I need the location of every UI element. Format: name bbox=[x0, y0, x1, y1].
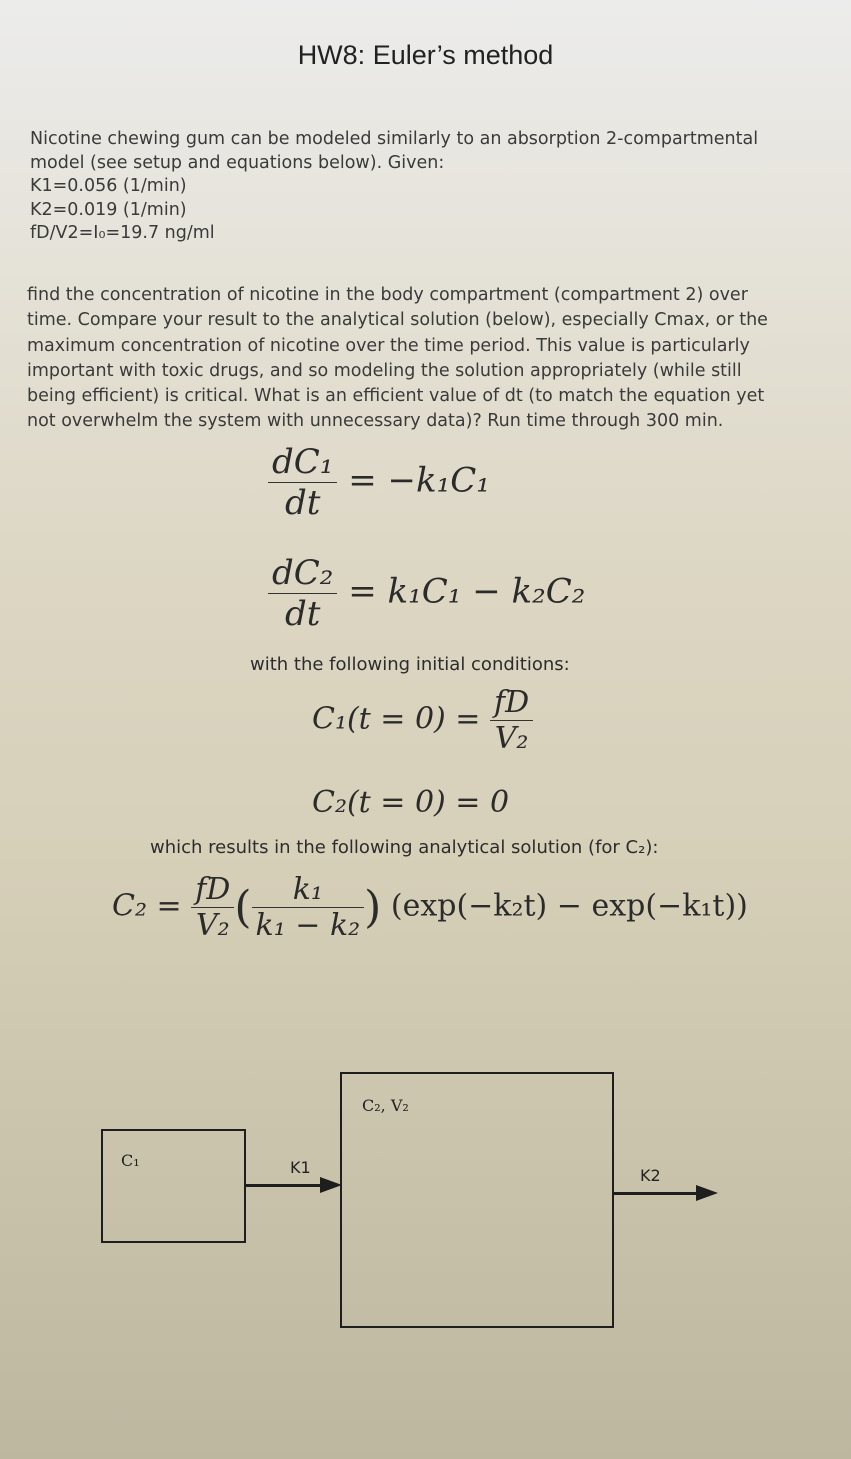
task-line: being efficient) is critical. What is an efficient value of dt (to match the equation yet bbox=[27, 386, 765, 407]
initial-conditions-label: with the following initial conditions: bbox=[250, 654, 570, 675]
task-line: important with toxic drugs, and so modeling the solution appropriately (while still bbox=[27, 360, 742, 381]
equation-rhs: = k₁C₁ − k₂C₂ bbox=[348, 571, 586, 612]
page-title: HW8: Euler’s method bbox=[297, 40, 554, 70]
intro-line: Nicotine chewing gum can be modeled similarly to an absorption 2-compartmental bbox=[30, 129, 759, 149]
fraction bbox=[252, 872, 365, 943]
fraction-denominator: k₁ − k₂ bbox=[255, 908, 361, 943]
ic1-lhs: C₁(t = 0) = bbox=[312, 701, 481, 737]
compartment-1-label: C₁ bbox=[121, 1151, 140, 1170]
k1-arrow-head-icon bbox=[320, 1177, 342, 1193]
fraction bbox=[490, 685, 533, 756]
fraction-numerator: dC₁ bbox=[272, 442, 334, 482]
fraction bbox=[268, 553, 337, 634]
task-line: maximum concentration of nicotine over the time period. This value is particularly bbox=[27, 335, 750, 356]
solution-label: which results in the following analytical solution (for C₂): bbox=[150, 837, 659, 858]
task-line: find the concentration of nicotine in the body compartment (compartment 2) over bbox=[27, 285, 748, 305]
k2-arrow-head-icon bbox=[696, 1185, 718, 1201]
fraction bbox=[191, 872, 234, 943]
given-k2: K2=0.019 (1/min) bbox=[30, 199, 187, 220]
solution-rhs: (exp(−k₂t) − exp(−k₁t)) bbox=[390, 888, 748, 924]
compartment-1-box bbox=[101, 1129, 246, 1243]
fraction-denominator: dt bbox=[284, 594, 321, 634]
fraction bbox=[268, 442, 337, 523]
k2-arrow-line bbox=[614, 1192, 698, 1195]
fraction-numerator: fD bbox=[195, 872, 231, 907]
solution-lhs: C₂ = bbox=[112, 888, 182, 924]
initial-condition-c2: C₂(t = 0) = 0 bbox=[312, 785, 510, 820]
compartment-2-label: C₂, V₂ bbox=[362, 1096, 409, 1115]
given-k1: K1=0.056 (1/min) bbox=[30, 176, 187, 196]
initial-condition-c1 bbox=[312, 685, 533, 756]
fraction-denominator: dt bbox=[284, 483, 321, 523]
k1-label: K1 bbox=[290, 1158, 311, 1177]
open-paren: ( bbox=[234, 882, 252, 933]
task-paragraph bbox=[27, 283, 817, 435]
equation-dc2 bbox=[268, 553, 585, 634]
task-line: time. Compare your result to the analytical solution (below), especially Cmax, or the bbox=[27, 310, 768, 331]
fraction-numerator: k₁ bbox=[292, 872, 323, 907]
intro-line: model (see setup and equations below). Given: bbox=[30, 152, 445, 173]
fraction-numerator: dC₂ bbox=[272, 553, 334, 593]
close-paren: ) bbox=[364, 882, 382, 933]
k2-label: K2 bbox=[640, 1166, 661, 1185]
task-line: not overwhelm the system with unnecessary data)? Run time through 300 min. bbox=[27, 411, 724, 432]
equation-dc1 bbox=[268, 442, 490, 523]
intro-paragraph bbox=[30, 128, 820, 246]
analytical-solution bbox=[112, 872, 748, 943]
compartment-2-box bbox=[340, 1072, 614, 1328]
fraction-denominator: V₂ bbox=[494, 721, 529, 756]
k1-arrow-line bbox=[246, 1184, 324, 1187]
equation-rhs: = −k₁C₁ bbox=[348, 460, 490, 501]
fraction-numerator: fD bbox=[493, 685, 530, 720]
given-fd: fD/V2=I₀=19.7 ng/ml bbox=[30, 223, 215, 243]
fraction-denominator: V₂ bbox=[195, 908, 230, 943]
